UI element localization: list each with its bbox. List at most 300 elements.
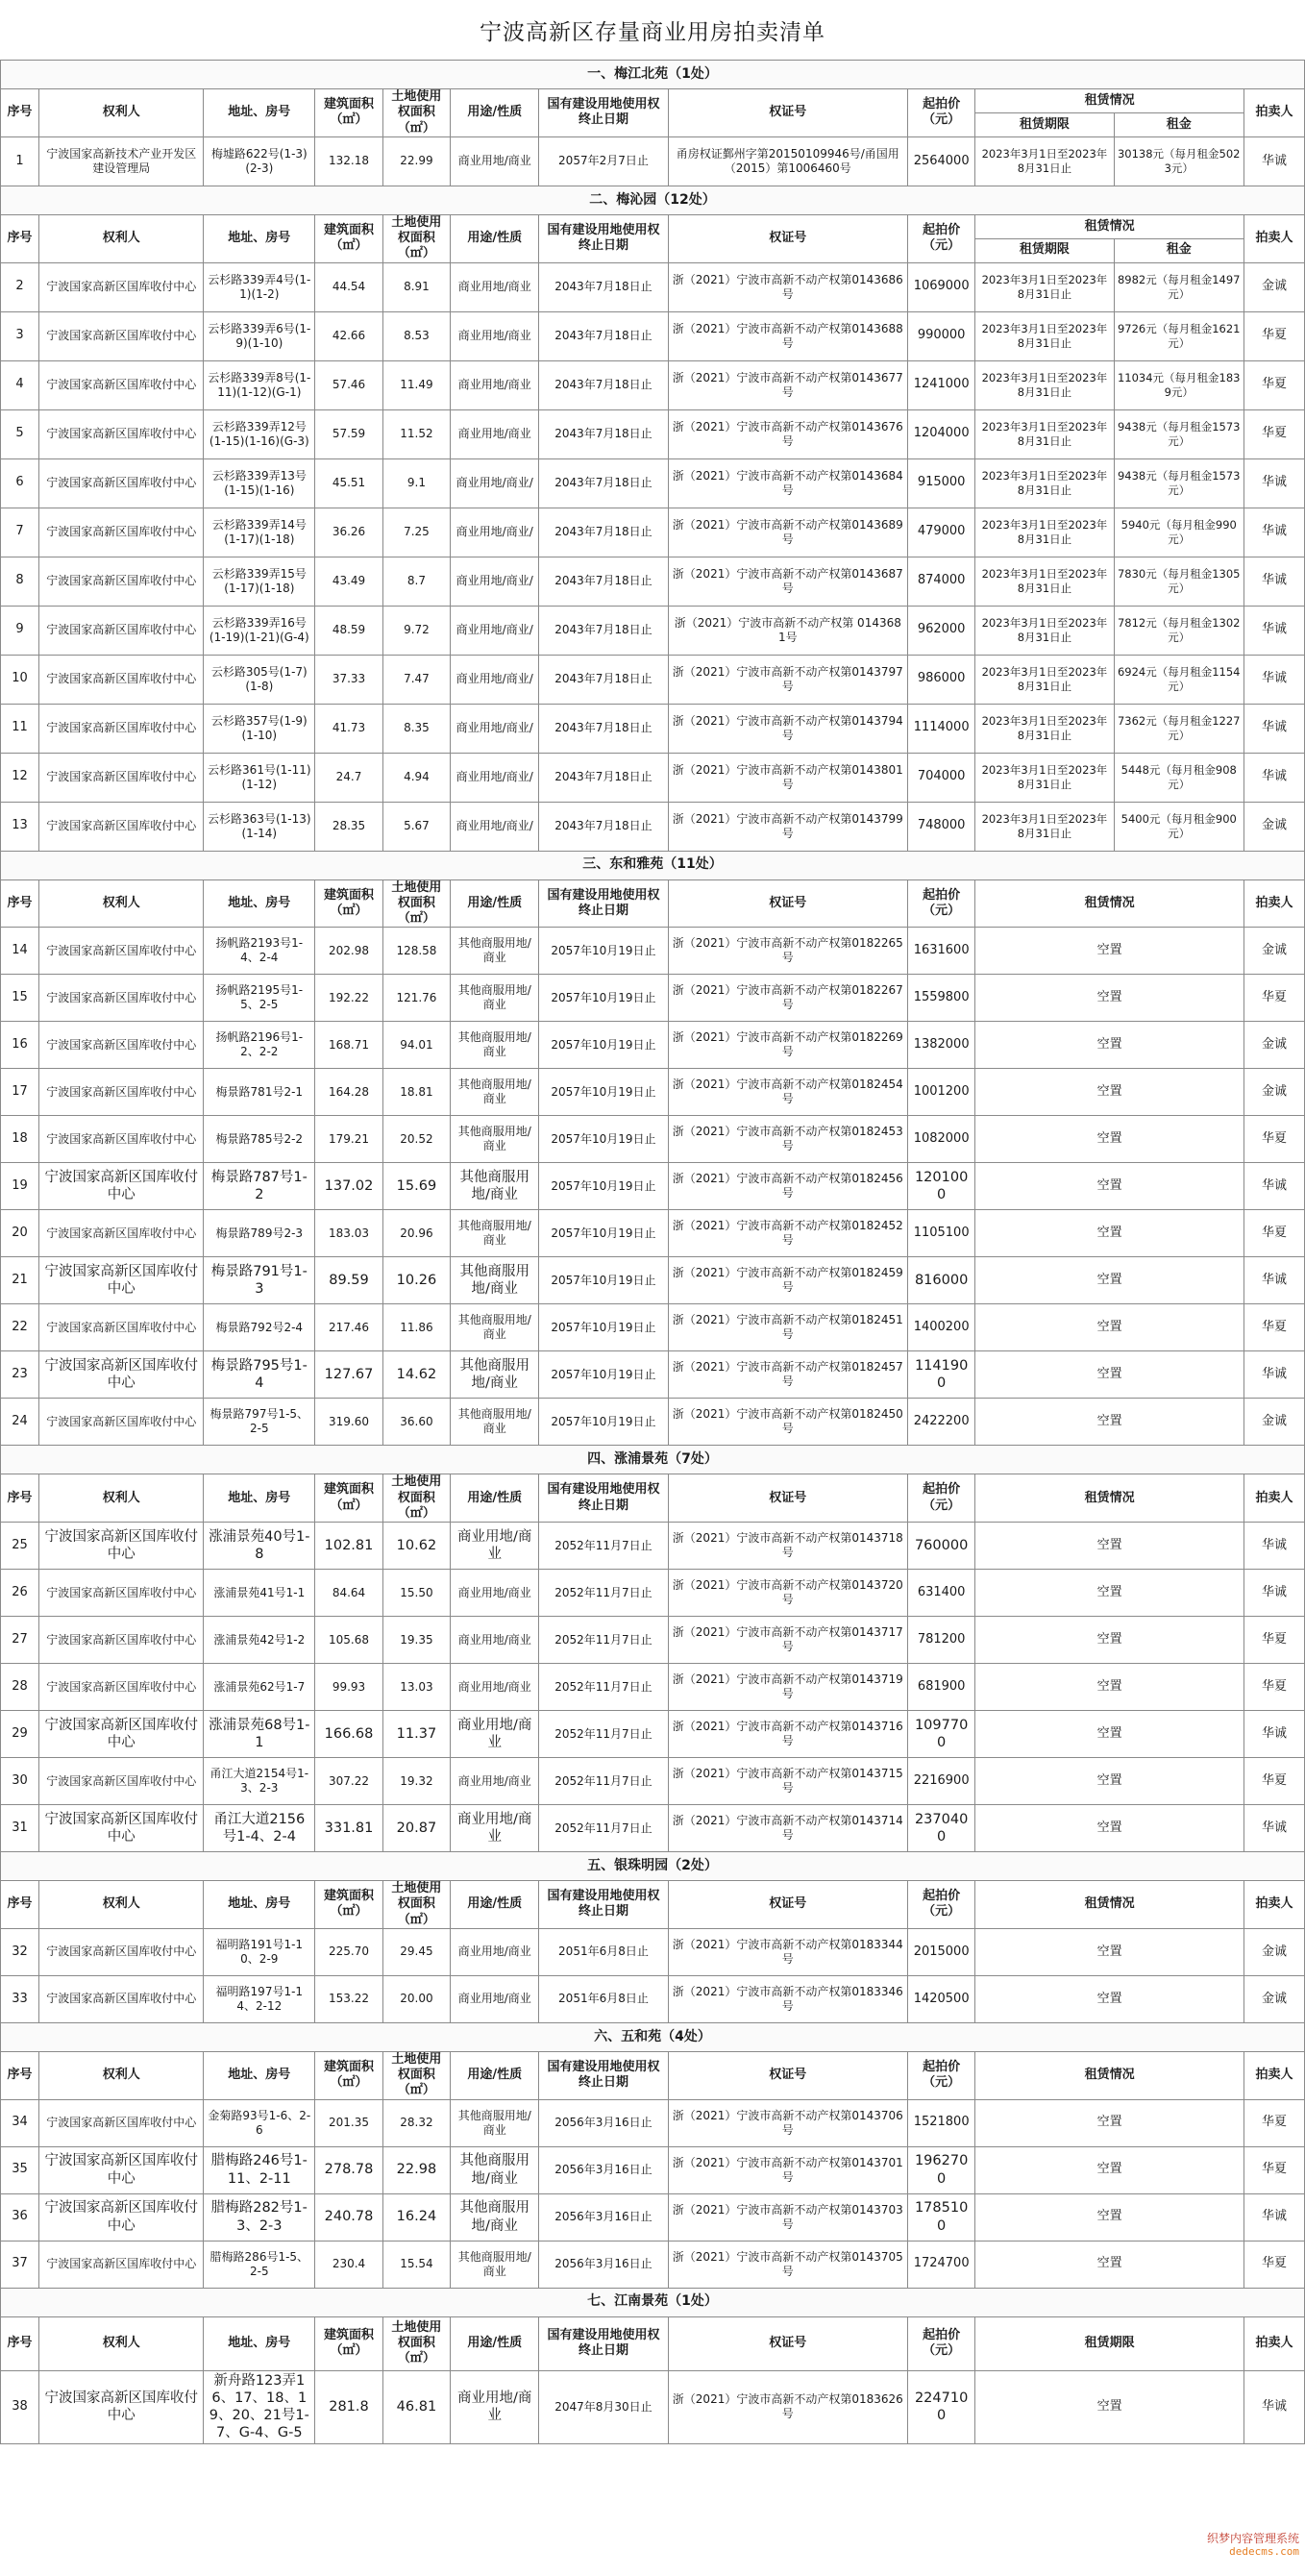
cell-land-area: 15.54 xyxy=(382,2241,450,2288)
cell-owner: 宁波国家高新区国库收付中心 xyxy=(39,508,204,557)
table-row xyxy=(1,557,1305,606)
table-row xyxy=(1,1210,1305,1257)
cell-building-area: 48.59 xyxy=(315,606,382,655)
cell-lease-status: 空置 xyxy=(975,1257,1244,1304)
cell-building-area: 28.35 xyxy=(315,802,382,851)
cell-address: 梅景路792号2-4 xyxy=(204,1304,315,1351)
cell-building-area: 225.70 xyxy=(315,1928,382,1975)
cell-use: 商业用地/商业 xyxy=(451,1758,539,1805)
cell-auctioneer: 金诚 xyxy=(1243,1928,1304,1975)
cell-use: 其他商服用地/商业 xyxy=(451,1257,539,1304)
cell-auctioneer: 华夏 xyxy=(1243,2099,1304,2146)
cell-land-area: 8.91 xyxy=(382,262,450,311)
cell-auctioneer: 华夏 xyxy=(1243,1210,1304,1257)
cell-seq: 5 xyxy=(1,409,39,458)
cell-auctioneer: 华诚 xyxy=(1243,136,1304,186)
cell-seq: 24 xyxy=(1,1399,39,1446)
cell-building-area: 278.78 xyxy=(315,2146,382,2193)
cell-land-end-date: 2043年7月18日止 xyxy=(539,606,668,655)
header-owner: 权利人 xyxy=(39,89,204,137)
header-address: 地址、房号 xyxy=(204,2051,315,2099)
cell-lease-status: 空置 xyxy=(975,2146,1244,2193)
cell-rent: 6924元（每月租金1154元） xyxy=(1114,655,1243,704)
header-land-end-date: 国有建设用地使用权终止日期 xyxy=(539,1881,668,1929)
cell-cert: 浙（2021）宁波市高新不动产权第0143677号 xyxy=(668,360,907,409)
cell-owner: 宁波国家高新区国库收付中心 xyxy=(39,2099,204,2146)
cell-auctioneer: 金诚 xyxy=(1243,802,1304,851)
cell-owner: 宁波国家高新区国库收付中心 xyxy=(39,1210,204,1257)
cell-building-area: 57.46 xyxy=(315,360,382,409)
cell-address: 云杉路357号(1-9)(1-10) xyxy=(204,704,315,753)
cell-start-price: 1724700 xyxy=(907,2241,974,2288)
cell-owner: 宁波国家高新区国库收付中心 xyxy=(39,1523,204,1570)
cell-cert: 浙（2021）宁波市高新不动产权第 0143681号 xyxy=(668,606,907,655)
cell-cert: 浙（2021）宁波市高新不动产权第0143720号 xyxy=(668,1570,907,1617)
header-rent: 租金 xyxy=(1114,238,1243,262)
cell-use: 其他商服用地/商业 xyxy=(451,1210,539,1257)
cell-seq: 29 xyxy=(1,1711,39,1758)
cell-use: 其他商服用地/商业 xyxy=(451,975,539,1022)
header-lease: 租赁期限 xyxy=(975,2316,1244,2370)
table-row xyxy=(1,311,1305,360)
table-row xyxy=(1,1975,1305,2022)
table-row xyxy=(1,1758,1305,1805)
cell-building-area: 43.49 xyxy=(315,557,382,606)
table-row xyxy=(1,1523,1305,1570)
cell-address: 梅景路787号1-2 xyxy=(204,1163,315,1210)
cell-use: 商业用地/商业 xyxy=(451,311,539,360)
cell-auctioneer: 华夏 xyxy=(1243,2241,1304,2288)
cell-land-area: 5.67 xyxy=(382,802,450,851)
cell-seq: 34 xyxy=(1,2099,39,2146)
cell-lease-period: 2023年3月1日至2023年8月31日止 xyxy=(975,458,1114,508)
table-row xyxy=(1,508,1305,557)
cell-start-price: 2015000 xyxy=(907,1928,974,1975)
header-address: 地址、房号 xyxy=(204,1881,315,1929)
auction-table-container xyxy=(0,60,1305,2444)
cell-land-area: 15.69 xyxy=(382,1163,450,1210)
cell-auctioneer: 金诚 xyxy=(1243,1022,1304,1069)
cell-seq: 17 xyxy=(1,1069,39,1116)
cell-use: 商业用地/商业/ xyxy=(451,458,539,508)
header-cert: 权证号 xyxy=(668,2316,907,2370)
cell-auctioneer: 华夏 xyxy=(1243,1617,1304,1664)
cell-address: 涨浦景苑62号1-7 xyxy=(204,1664,315,1711)
cell-land-end-date: 2056年3月16日止 xyxy=(539,2241,668,2288)
cell-lease-period: 2023年3月1日至2023年8月31日止 xyxy=(975,802,1114,851)
header-auctioneer: 拍卖人 xyxy=(1243,1881,1304,1929)
cell-cert: 浙（2021）宁波市高新不动产权第0143684号 xyxy=(668,458,907,508)
header-seq: 序号 xyxy=(1,214,39,262)
cell-lease-status: 空置 xyxy=(975,1399,1244,1446)
cell-land-area: 8.53 xyxy=(382,311,450,360)
cell-rent: 11034元（每月租金1839元） xyxy=(1114,360,1243,409)
cell-auctioneer: 华夏 xyxy=(1243,1758,1304,1805)
table-row xyxy=(1,1022,1305,1069)
header-owner: 权利人 xyxy=(39,879,204,928)
cell-lease-status: 空置 xyxy=(975,1975,1244,2022)
cell-rent: 5400元（每月租金900元） xyxy=(1114,802,1243,851)
cell-lease-status: 空置 xyxy=(975,1069,1244,1116)
header-row xyxy=(1,2051,1305,2099)
cell-owner: 宁波国家高新区国库收付中心 xyxy=(39,1758,204,1805)
cell-land-area: 18.81 xyxy=(382,1069,450,1116)
cell-start-price: 1114000 xyxy=(907,704,974,753)
cell-address: 云杉路361号(1-11)(1-12) xyxy=(204,753,315,802)
cell-land-end-date: 2057年10月19日止 xyxy=(539,1351,668,1399)
cell-lease-status: 空置 xyxy=(975,2099,1244,2146)
cell-lease-status: 空置 xyxy=(975,1304,1244,1351)
header-lease: 租赁情况 xyxy=(975,1881,1244,1929)
cell-building-area: 102.81 xyxy=(315,1523,382,1570)
cell-seq: 28 xyxy=(1,1664,39,1711)
cell-auctioneer: 华诚 xyxy=(1243,1805,1304,1852)
section-title-row xyxy=(1,2022,1305,2051)
header-use: 用途/性质 xyxy=(451,1881,539,1929)
cell-start-price: 1382000 xyxy=(907,1022,974,1069)
cell-seq: 1 xyxy=(1,136,39,186)
cell-land-end-date: 2043年7月18日止 xyxy=(539,704,668,753)
cell-cert: 浙（2021）宁波市高新不动产权第0182456号 xyxy=(668,1163,907,1210)
header-land-end-date: 国有建设用地使用权终止日期 xyxy=(539,1474,668,1523)
section-title: 六、五和苑（4处） xyxy=(1,2022,1305,2051)
cell-lease-status: 空置 xyxy=(975,1617,1244,1664)
header-row xyxy=(1,2316,1305,2370)
cell-auctioneer: 华诚 xyxy=(1243,606,1304,655)
table-row xyxy=(1,136,1305,186)
cell-address: 腊梅路246号1-11、2-11 xyxy=(204,2146,315,2193)
cell-cert: 甬房权证鄞州字第20150109946号/甬国用（2015）第1006460号 xyxy=(668,136,907,186)
cell-seq: 7 xyxy=(1,508,39,557)
cell-cert: 浙（2021）宁波市高新不动产权第0182452号 xyxy=(668,1210,907,1257)
cell-owner: 宁波国家高新技术产业开发区建设管理局 xyxy=(39,136,204,186)
cell-address: 云杉路339弄6号(1-9)(1-10) xyxy=(204,311,315,360)
header-land-area: 土地使用权面积（㎡） xyxy=(382,2316,450,2370)
cell-address: 腊梅路286号1-5、2-5 xyxy=(204,2241,315,2288)
cell-auctioneer: 华夏 xyxy=(1243,311,1304,360)
table-row xyxy=(1,1351,1305,1399)
cell-address: 梅景路791号1-3 xyxy=(204,1257,315,1304)
cell-address: 甬江大道2154号1-3、2-3 xyxy=(204,1758,315,1805)
header-start-price: 起拍价（元） xyxy=(907,1474,974,1523)
cell-building-area: 105.68 xyxy=(315,1617,382,1664)
watermark-url: dedecms.com xyxy=(1229,2545,1299,2559)
cell-seq: 21 xyxy=(1,1257,39,1304)
cell-lease-status: 空置 xyxy=(975,1928,1244,1975)
cell-cert: 浙（2021）宁波市高新不动产权第0183626号 xyxy=(668,2370,907,2443)
cell-land-end-date: 2052年11月7日止 xyxy=(539,1570,668,1617)
cell-seq: 19 xyxy=(1,1163,39,1210)
cell-use: 商业用地/商业 xyxy=(451,2370,539,2443)
cell-land-end-date: 2057年10月19日止 xyxy=(539,1210,668,1257)
section-title: 七、江南景苑（1处） xyxy=(1,2288,1305,2316)
cell-land-end-date: 2052年11月7日止 xyxy=(539,1617,668,1664)
header-use: 用途/性质 xyxy=(451,214,539,262)
cell-lease-status: 空置 xyxy=(975,2193,1244,2241)
header-land-end-date: 国有建设用地使用权终止日期 xyxy=(539,2316,668,2370)
cell-seq: 36 xyxy=(1,2193,39,2241)
header-seq: 序号 xyxy=(1,879,39,928)
cell-seq: 12 xyxy=(1,753,39,802)
cell-use: 商业用地/商业/ xyxy=(451,753,539,802)
cell-use: 商业用地/商业 xyxy=(451,1975,539,2022)
header-land-end-date: 国有建设用地使用权终止日期 xyxy=(539,879,668,928)
cell-seq: 32 xyxy=(1,1928,39,1975)
cell-start-price: 1082000 xyxy=(907,1116,974,1163)
cell-address: 梅景路795号1-4 xyxy=(204,1351,315,1399)
cell-land-end-date: 2057年10月19日止 xyxy=(539,928,668,975)
section-title-row xyxy=(1,851,1305,879)
cell-land-area: 11.86 xyxy=(382,1304,450,1351)
section-title: 四、涨浦景苑（7处） xyxy=(1,1446,1305,1474)
cell-lease-status: 空置 xyxy=(975,2370,1244,2443)
table-row xyxy=(1,2099,1305,2146)
cell-use: 商业用地/商业/ xyxy=(451,557,539,606)
cell-building-area: 127.67 xyxy=(315,1351,382,1399)
header-building-area: 建筑面积（㎡） xyxy=(315,1881,382,1929)
cell-owner: 宁波国家高新区国库收付中心 xyxy=(39,2146,204,2193)
cell-cert: 浙（2021）宁波市高新不动产权第0143689号 xyxy=(668,508,907,557)
cell-auctioneer: 华诚 xyxy=(1243,1523,1304,1570)
cell-cert: 浙（2021）宁波市高新不动产权第0143687号 xyxy=(668,557,907,606)
cell-use: 其他商服用地/商业 xyxy=(451,2241,539,2288)
cell-start-price: 2247100 xyxy=(907,2370,974,2443)
cell-building-area: 42.66 xyxy=(315,311,382,360)
section-title-row xyxy=(1,2288,1305,2316)
cell-land-area: 9.72 xyxy=(382,606,450,655)
cell-start-price: 2216900 xyxy=(907,1758,974,1805)
cell-owner: 宁波国家高新区国库收付中心 xyxy=(39,1022,204,1069)
cell-land-end-date: 2043年7月18日止 xyxy=(539,262,668,311)
cell-land-area: 8.7 xyxy=(382,557,450,606)
header-cert: 权证号 xyxy=(668,879,907,928)
header-seq: 序号 xyxy=(1,2051,39,2099)
cell-start-price: 1141900 xyxy=(907,1351,974,1399)
header-use: 用途/性质 xyxy=(451,2316,539,2370)
cell-land-area: 22.99 xyxy=(382,136,450,186)
header-use: 用途/性质 xyxy=(451,89,539,137)
cell-auctioneer: 华夏 xyxy=(1243,1664,1304,1711)
header-owner: 权利人 xyxy=(39,214,204,262)
cell-land-area: 9.1 xyxy=(382,458,450,508)
cell-cert: 浙（2021）宁波市高新不动产权第0143718号 xyxy=(668,1523,907,1570)
cell-cert: 浙（2021）宁波市高新不动产权第0182457号 xyxy=(668,1351,907,1399)
header-land-area: 土地使用权面积（㎡） xyxy=(382,89,450,137)
cell-cert: 浙（2021）宁波市高新不动产权第0143688号 xyxy=(668,311,907,360)
cell-land-area: 36.60 xyxy=(382,1399,450,1446)
cell-land-area: 15.50 xyxy=(382,1570,450,1617)
cell-owner: 宁波国家高新区国库收付中心 xyxy=(39,1163,204,1210)
cell-start-price: 760000 xyxy=(907,1523,974,1570)
header-auctioneer: 拍卖人 xyxy=(1243,1474,1304,1523)
header-auctioneer: 拍卖人 xyxy=(1243,2316,1304,2370)
cell-building-area: 137.02 xyxy=(315,1163,382,1210)
cell-auctioneer: 华诚 xyxy=(1243,1257,1304,1304)
cell-seq: 3 xyxy=(1,311,39,360)
cell-start-price: 2422200 xyxy=(907,1399,974,1446)
cell-use: 商业用地/商业 xyxy=(451,262,539,311)
cell-cert: 浙（2021）宁波市高新不动产权第0143706号 xyxy=(668,2099,907,2146)
cell-lease-status: 空置 xyxy=(975,1523,1244,1570)
cell-lease-status: 空置 xyxy=(975,1351,1244,1399)
table-row xyxy=(1,1163,1305,1210)
cell-owner: 宁波国家高新区国库收付中心 xyxy=(39,975,204,1022)
header-start-price: 起拍价（元） xyxy=(907,214,974,262)
cell-start-price: 704000 xyxy=(907,753,974,802)
table-row xyxy=(1,1805,1305,1852)
cell-address: 云杉路339弄14号(1-17)(1-18) xyxy=(204,508,315,557)
cell-building-area: 179.21 xyxy=(315,1116,382,1163)
table-row xyxy=(1,1304,1305,1351)
cell-land-end-date: 2052年11月7日止 xyxy=(539,1805,668,1852)
cell-land-area: 19.32 xyxy=(382,1758,450,1805)
header-owner: 权利人 xyxy=(39,1881,204,1929)
cell-lease-period: 2023年3月1日至2023年8月31日止 xyxy=(975,753,1114,802)
cell-auctioneer: 华诚 xyxy=(1243,508,1304,557)
cell-owner: 宁波国家高新区国库收付中心 xyxy=(39,458,204,508)
cell-use: 商业用地/商业 xyxy=(451,1805,539,1852)
cell-seq: 35 xyxy=(1,2146,39,2193)
cell-lease-status: 空置 xyxy=(975,975,1244,1022)
cell-owner: 宁波国家高新区国库收付中心 xyxy=(39,1257,204,1304)
cell-land-end-date: 2057年10月19日止 xyxy=(539,1163,668,1210)
cell-land-end-date: 2056年3月16日止 xyxy=(539,2146,668,2193)
cell-building-area: 319.60 xyxy=(315,1399,382,1446)
header-auctioneer: 拍卖人 xyxy=(1243,214,1304,262)
header-row xyxy=(1,214,1305,238)
cell-use: 其他商服用地/商业 xyxy=(451,1351,539,1399)
cell-use: 商业用地/商业 xyxy=(451,1928,539,1975)
cell-land-end-date: 2057年10月19日止 xyxy=(539,1304,668,1351)
cell-lease-status: 空置 xyxy=(975,1022,1244,1069)
document-title: 宁波高新区存量商业用房拍卖清单 xyxy=(0,0,1305,61)
cell-auctioneer: 华诚 xyxy=(1243,2193,1304,2241)
cell-auctioneer: 华夏 xyxy=(1243,2146,1304,2193)
cell-seq: 9 xyxy=(1,606,39,655)
cell-land-area: 4.94 xyxy=(382,753,450,802)
cell-land-end-date: 2057年10月19日止 xyxy=(539,1022,668,1069)
cell-lease-period: 2023年3月1日至2023年8月31日止 xyxy=(975,704,1114,753)
cell-use: 商业用地/商业 xyxy=(451,136,539,186)
header-lease-period: 租赁期限 xyxy=(975,238,1114,262)
cell-lease-period: 2023年3月1日至2023年8月31日止 xyxy=(975,360,1114,409)
cell-seq: 16 xyxy=(1,1022,39,1069)
cell-auctioneer: 华诚 xyxy=(1243,2370,1304,2443)
cell-land-area: 7.25 xyxy=(382,508,450,557)
header-owner: 权利人 xyxy=(39,1474,204,1523)
cell-use: 商业用地/商业/ xyxy=(451,704,539,753)
cell-cert: 浙（2021）宁波市高新不动产权第0143686号 xyxy=(668,262,907,311)
cell-land-end-date: 2043年7月18日止 xyxy=(539,458,668,508)
cell-rent: 30138元（每月租金5023元） xyxy=(1114,136,1243,186)
cell-address: 梅景路781号2-1 xyxy=(204,1069,315,1116)
cell-start-price: 986000 xyxy=(907,655,974,704)
cell-land-area: 13.03 xyxy=(382,1664,450,1711)
cell-start-price: 1400200 xyxy=(907,1304,974,1351)
cell-start-price: 748000 xyxy=(907,802,974,851)
cell-owner: 宁波国家高新区国库收付中心 xyxy=(39,1570,204,1617)
cell-lease-status: 空置 xyxy=(975,1116,1244,1163)
cell-start-price: 816000 xyxy=(907,1257,974,1304)
cell-land-end-date: 2043年7月18日止 xyxy=(539,409,668,458)
cell-seq: 23 xyxy=(1,1351,39,1399)
section-title: 一、梅江北苑（1处） xyxy=(1,61,1305,89)
table-row xyxy=(1,360,1305,409)
cell-address: 新舟路123弄16、17、18、19、20、21号1-7、G-4、G-5 xyxy=(204,2370,315,2443)
header-start-price: 起拍价（元） xyxy=(907,879,974,928)
cell-building-area: 183.03 xyxy=(315,1210,382,1257)
cell-lease-period: 2023年3月1日至2023年8月31日止 xyxy=(975,655,1114,704)
cell-seq: 25 xyxy=(1,1523,39,1570)
cell-use: 商业用地/商业 xyxy=(451,1570,539,1617)
section-title-row xyxy=(1,61,1305,89)
cell-address: 云杉路339弄4号(1-1)(1-2) xyxy=(204,262,315,311)
cell-owner: 宁波国家高新区国库收付中心 xyxy=(39,1664,204,1711)
cell-lease-period: 2023年3月1日至2023年8月31日止 xyxy=(975,136,1114,186)
cell-cert: 浙（2021）宁波市高新不动产权第0183346号 xyxy=(668,1975,907,2022)
table-row xyxy=(1,606,1305,655)
cell-rent: 5448元（每月租金908元） xyxy=(1114,753,1243,802)
cell-land-end-date: 2051年6月8日止 xyxy=(539,1928,668,1975)
cell-use: 其他商服用地/商业 xyxy=(451,2193,539,2241)
cell-auctioneer: 金诚 xyxy=(1243,262,1304,311)
header-start-price: 起拍价（元） xyxy=(907,2051,974,2099)
cell-rent: 5940元（每月租金990元） xyxy=(1114,508,1243,557)
cell-use: 商业用地/商业 xyxy=(451,1711,539,1758)
cell-land-area: 7.47 xyxy=(382,655,450,704)
header-building-area: 建筑面积（㎡） xyxy=(315,879,382,928)
cell-land-area: 8.35 xyxy=(382,704,450,753)
table-row xyxy=(1,2146,1305,2193)
cell-building-area: 45.51 xyxy=(315,458,382,508)
header-lease: 租赁情况 xyxy=(975,879,1244,928)
cell-cert: 浙（2021）宁波市高新不动产权第0143717号 xyxy=(668,1617,907,1664)
header-lease-period: 租赁期限 xyxy=(975,112,1114,136)
cell-rent: 8982元（每月租金1497元） xyxy=(1114,262,1243,311)
cell-land-end-date: 2043年7月18日止 xyxy=(539,802,668,851)
cell-land-end-date: 2043年7月18日止 xyxy=(539,753,668,802)
cell-lease-period: 2023年3月1日至2023年8月31日止 xyxy=(975,606,1114,655)
cell-land-area: 20.52 xyxy=(382,1116,450,1163)
cell-cert: 浙（2021）宁波市高新不动产权第0143719号 xyxy=(668,1664,907,1711)
header-start-price: 起拍价（元） xyxy=(907,2316,974,2370)
cell-use: 其他商服用地/商业 xyxy=(451,1116,539,1163)
cell-building-area: 281.8 xyxy=(315,2370,382,2443)
header-row xyxy=(1,1474,1305,1523)
cell-start-price: 1069000 xyxy=(907,262,974,311)
cell-seq: 8 xyxy=(1,557,39,606)
table-row xyxy=(1,262,1305,311)
cell-address: 福明路197号1-14、2-12 xyxy=(204,1975,315,2022)
table-row xyxy=(1,753,1305,802)
cell-lease-status: 空置 xyxy=(975,1210,1244,1257)
cell-cert: 浙（2021）宁波市高新不动产权第0143797号 xyxy=(668,655,907,704)
cell-owner: 宁波国家高新区国库收付中心 xyxy=(39,360,204,409)
cell-land-end-date: 2057年10月19日止 xyxy=(539,1399,668,1446)
cell-land-area: 16.24 xyxy=(382,2193,450,2241)
header-land-end-date: 国有建设用地使用权终止日期 xyxy=(539,89,668,137)
cell-use: 商业用地/商业 xyxy=(451,1664,539,1711)
cell-seq: 20 xyxy=(1,1210,39,1257)
cell-auctioneer: 华诚 xyxy=(1243,458,1304,508)
cell-cert: 浙（2021）宁波市高新不动产权第0182459号 xyxy=(668,1257,907,1304)
cell-cert: 浙（2021）宁波市高新不动产权第0143715号 xyxy=(668,1758,907,1805)
cell-owner: 宁波国家高新区国库收付中心 xyxy=(39,1975,204,2022)
cell-start-price: 1105100 xyxy=(907,1210,974,1257)
cell-owner: 宁波国家高新区国库收付中心 xyxy=(39,1069,204,1116)
cell-land-end-date: 2052年11月7日止 xyxy=(539,1711,668,1758)
cell-address: 金菊路93号1-6、2-6 xyxy=(204,2099,315,2146)
